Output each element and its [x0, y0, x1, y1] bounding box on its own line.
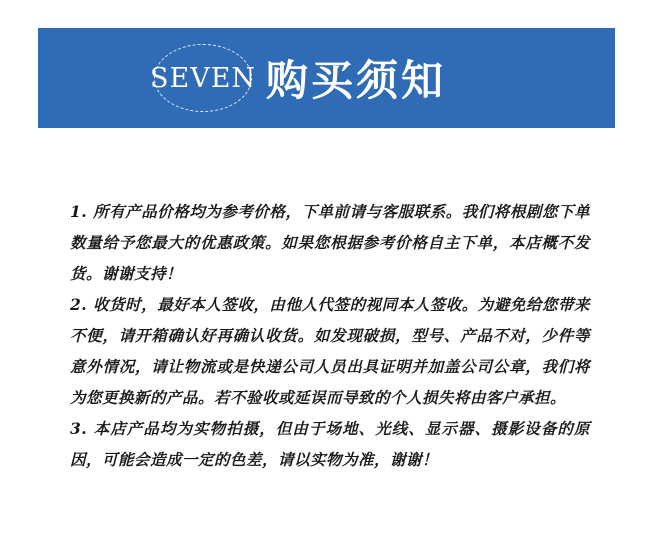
notice-paragraph-1: 1. 所有产品价格均为参考价格，下单前请与客服联系。我们将根剧您下单数量给予您最大的优惠政策。如果您根据参考价格自主下单，本店概不发货。谢谢支持！: [70, 202, 590, 283]
notice-paragraph-3: 3. 本店产品均为实物拍摄，但由于场地、光线、显示器、摄影设备的原因，可能会造成一定的色差，请以实物为准，谢谢！: [70, 419, 590, 469]
logo-text: SEVEN: [149, 62, 257, 94]
notice-paragraph-2: 2. 收货时，最好本人签收，由他人代签的视同本人签收。为避免给您带来不便，请开箱确认好再确认收货。如发现破损，型号、产品不对，少件等意外情况，请让物流或是快递公司人员出具证明并加盖公司公章，我们将为您更换新的产品。若不验收或延误而导致的个人损失将由客户承担。: [70, 295, 590, 407]
seven-logo-badge: [149, 44, 257, 112]
header-banner: [38, 28, 615, 128]
notice-body: [70, 196, 590, 475]
page-title: 购买须知: [266, 56, 447, 105]
